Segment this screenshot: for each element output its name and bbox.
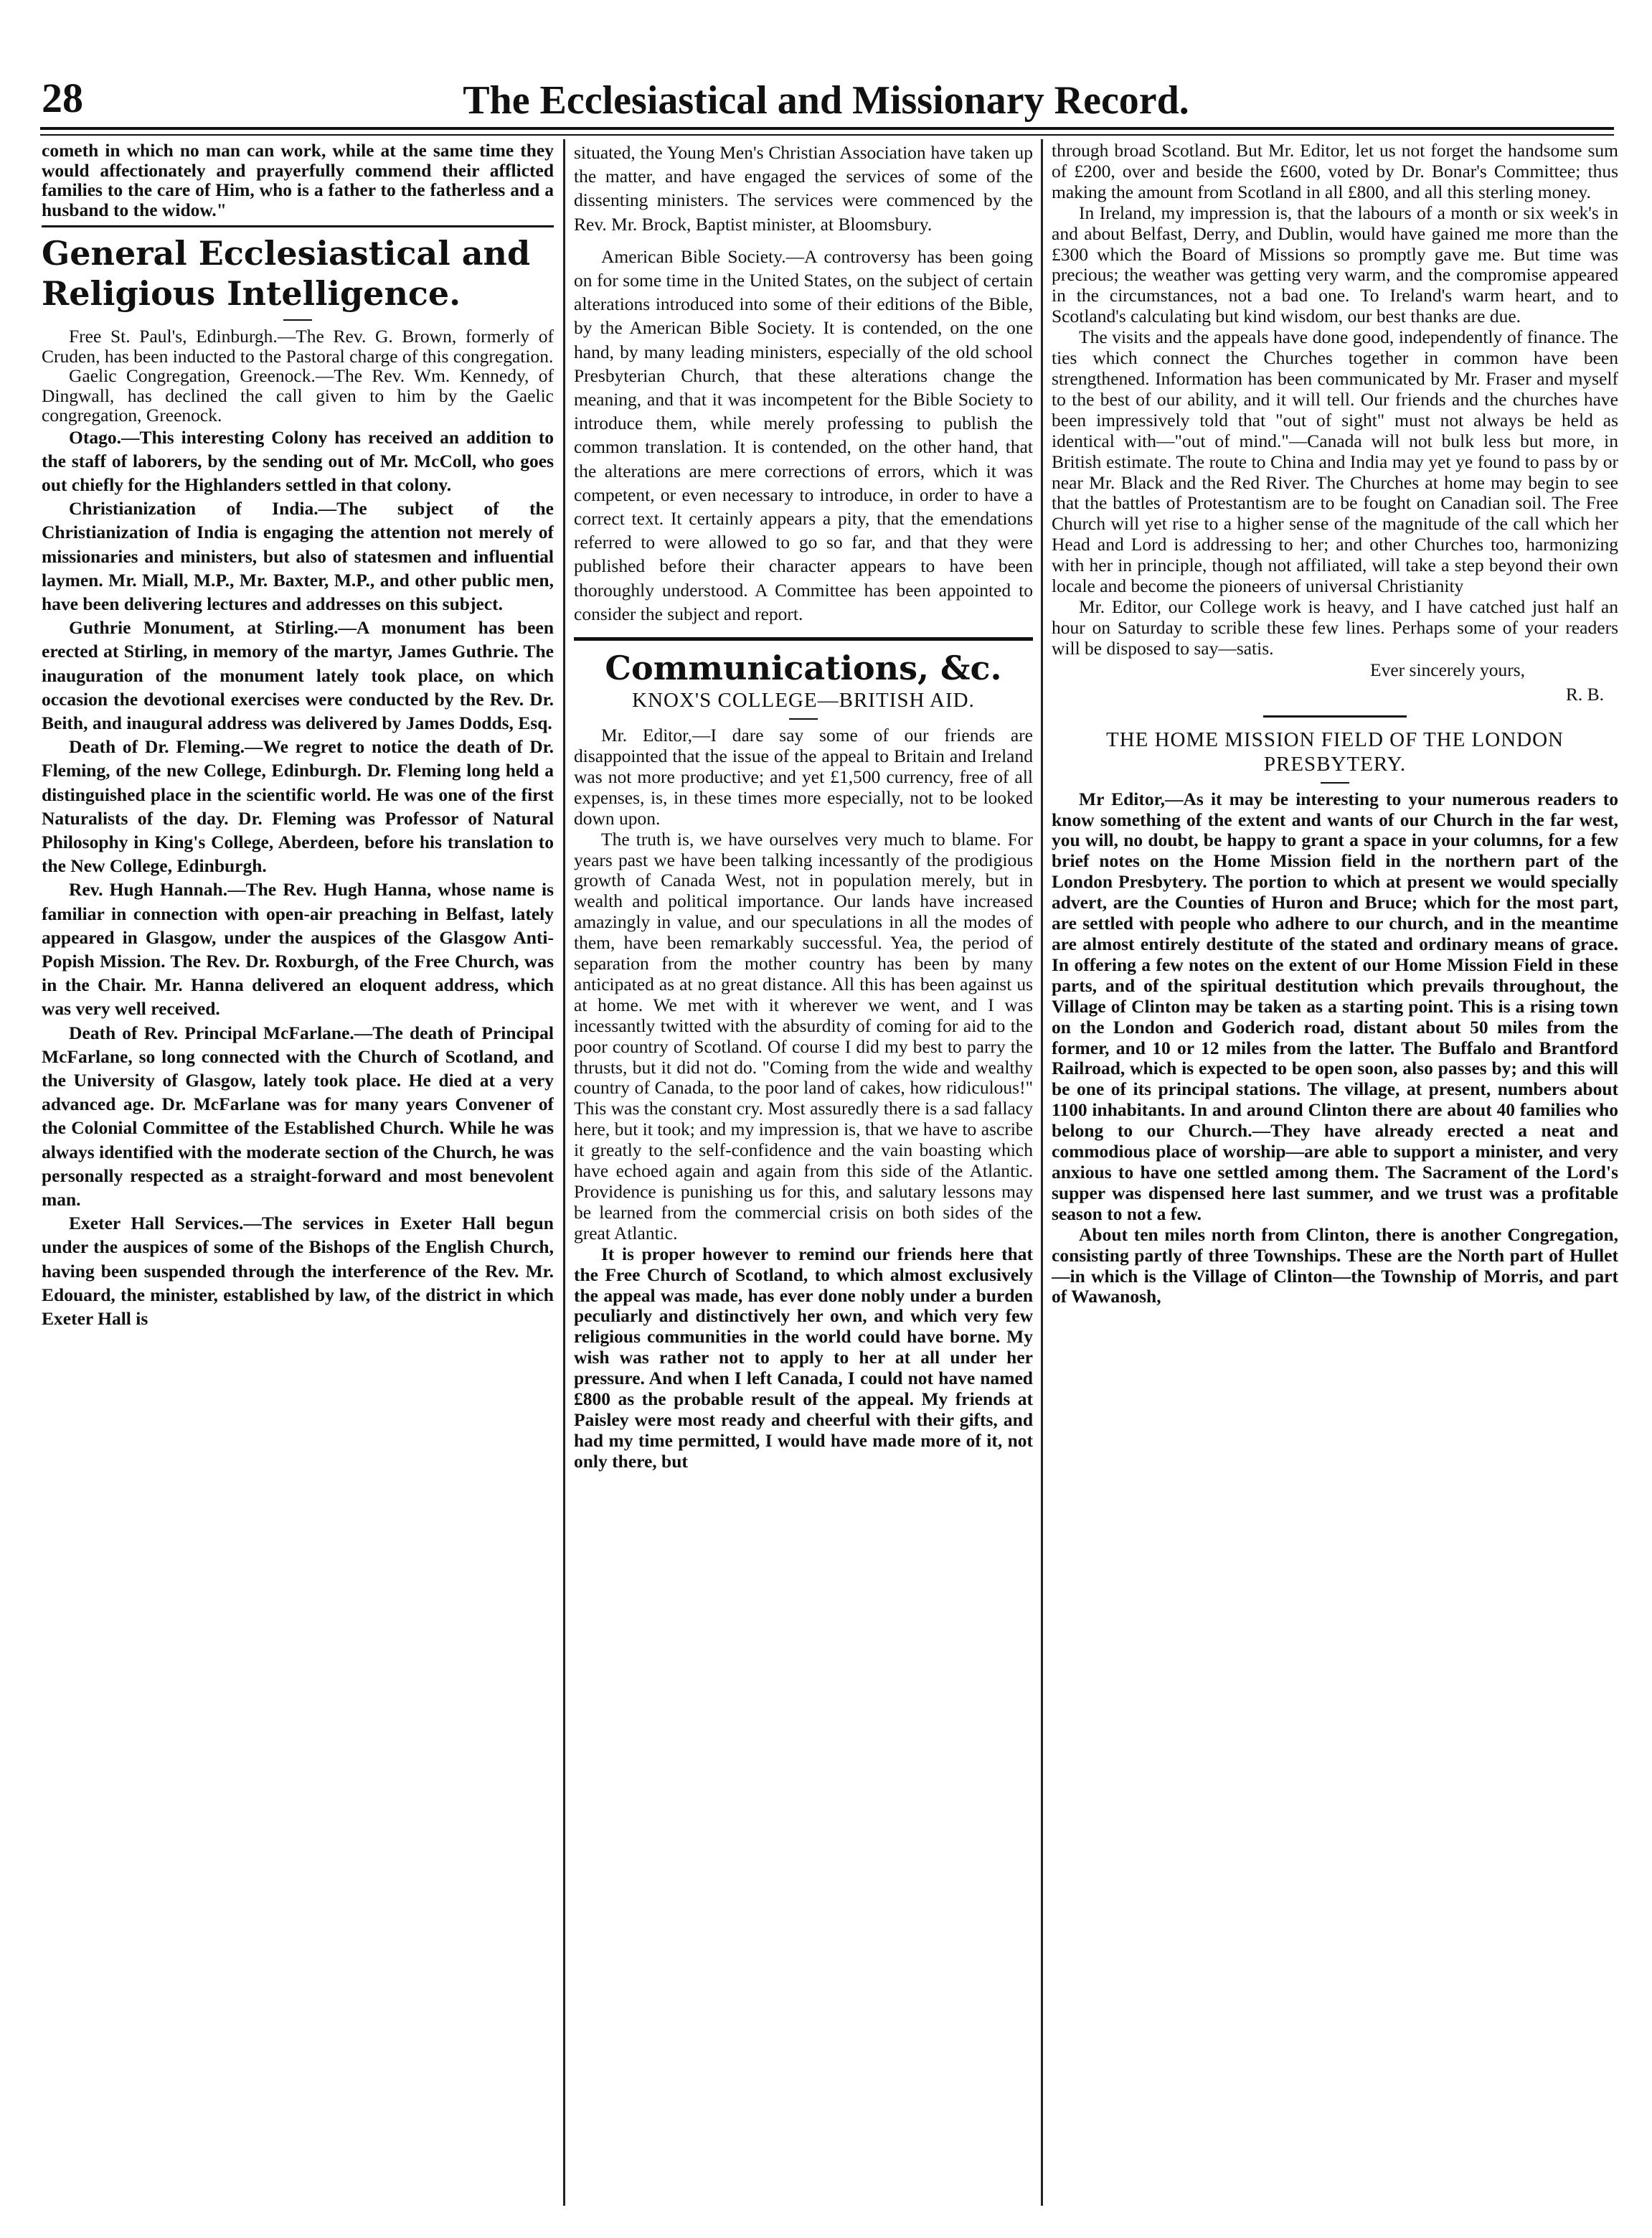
letter-paragraph: In Ireland, my impression is, that the labours of a month or six week's in and about Belfast, Derry, and Dublin, would have gained me more than the £300 which the Board of Missions so promptly gave me. But time was precious; the weather was getting very warm, and the compromise appeared in the circumstances, not a bad one. To Ireland's warm heart, and to Scotland's calculating but kind wisdom, our best thanks are due.	[1052, 202, 1618, 327]
article-title: THE HOME MISSION FIELD OF THE LONDON PRESBYTERY.	[1105, 728, 1564, 776]
news-item: Otago.—This interesting Colony has received an addition to the staff of laborers, by the sending out of Mr. McColl, who goes out chiefly for the Highlanders settled in that colony.	[42, 426, 554, 495]
letter-paragraph: Mr. Editor, our College work is heavy, and I have catched just half an hour on Saturday to scrible these few lines. Perhaps some of your readers will be disposed to say—satis.	[1052, 596, 1618, 659]
header-rule-thin	[40, 134, 1614, 136]
page-number: 28	[42, 75, 83, 121]
section-heading: Communications, &c.	[605, 649, 1002, 688]
letter-closing: Ever sincerely yours,	[1370, 659, 1525, 680]
news-item: Guthrie Monument, at Stirling.—A monument has been erected at Stirling, in memory of the martyr, James Guthrie. The inauguration of the monument lately took place, on which occasion the devotional exercises were conducted by the Rev. Dr. Beith, and inaugural address was delivered by James Dodds, Esq.	[42, 617, 554, 733]
section-heading: General Ecclesiastical and Religious Intelligence.	[42, 234, 531, 313]
news-item: Death of Dr. Fleming.—We regret to notice the death of Dr. Fleming, of the new College, Edinburgh. Dr. Fleming long held a distinguished place in the scientific world. He was one of the first Naturalists of the day. Dr. Fleming was Professor of Natural Philosophy in King's College, Aberdeen, before his translation to the New College, Edinburgh.	[42, 736, 554, 877]
news-item: Rev. Hugh Hannah.—The Rev. Hugh Hanna, whose name is familiar in connection with open-air preaching in Belfast, lately appeared in Glasgow, under the auspices of the Glasgow Anti-Popish Mission. The Rev. Dr. Roxburgh, of the Free Church, was in the Chair. Mr. Hanna delivered an eloquent address, which was very well received.	[42, 879, 554, 1020]
letter-paragraph: About ten miles north from Clinton, there is another Congregation, consisting partly of three Townships. These are the North part of Hullet—in which is the Village of Clinton—the Township of Morris, and part of Wawanosh,	[1052, 1223, 1618, 1307]
news-item: Exeter Hall Services.—The services in Exeter Hall begun under the auspices of some of the Bishops of the English Church, having been suspended through the interference of the Rev. Mr. Edouard, the minister, established by law, of the district in which Exeter Hall is	[42, 1213, 554, 1330]
letter-paragraph: The visits and the appeals have done good, independently of finance. The ties which connect the Churches together in common have been strengthened. Information has been communicated by Mr. Fraser and myself to the best of our ability, and it will tell. Our friends and the churches have been impressively told that "out of sight" must not always be held as identical with—"out of mind."—Canada will not bulk less but more, in British estimate. The route to China and India may yet ye found to pass by or near Mr. Black and the Red River. The Churches at home may begin to see that the battles of Protestantism are to be fought on Canadian soil. The Free Church will yet rise to a higher sense of the magnitude of the call which her Head and Lord is addressing to her; and other Churches too, harmonizing with her in principle, though not affiliated, will take a step beyond their own locale and become the pioneers of universal Christianity	[1052, 326, 1618, 597]
article-title: KNOX'S COLLEGE—BRITISH AID.	[632, 689, 975, 713]
letter-paragraph: Mr. Editor,—I dare say some of our friends are disappointed that the issue of the appeal to Britain and Ireland was not more productive; and yet £1,500 currency, free of all expenses, is, in these times more especially, not to be looked down upon.	[574, 725, 1033, 829]
continued-paragraph: through broad Scotland. But Mr. Editor, let us not forget the handsome sum of £200, over and beside the £600, voted by Dr. Bonar's Committee; thus making the amount from Scotland in all £800, and all this sterling money.	[1052, 141, 1618, 202]
column-1	[42, 141, 554, 2214]
header-rule	[40, 127, 1614, 130]
letter-paragraph: The truth is, we have ourselves very much to blame. For years past we have been talking incessantly of the prodigious growth of Canada West, not in population merely, but in wealth and political importance. Our lands have increased amazingly in value, and our speculations in all the modes of them, have been remarkably successful. Yea, the period of separation from the mother country has been by many anticipated as at no great distance. All this has been against us at home. We met with it wherever we went, and I was incessantly twitted with the absurdity of coming for aid to the poor country of Scotland. Of course I did my best to parry the thrusts, but it did not do. "Coming from the wide and wealthy country of Canada, to the poor land of cakes, how ridiculous!" This was the constant cry. Most assuredly there is a sad fallacy here, but it took; and my impression is, that we have to ascribe it greatly to the self-confidence and the vain boasting which have echoed again and again from this side of the Atlantic. Providence is punishing us for this, and salutary lessons may be learned from the commercial crisis on both sides of the great Atlantic.	[574, 828, 1033, 1243]
column-divider-2	[1041, 139, 1043, 2206]
section-rule	[42, 225, 554, 227]
continued-paragraph: situated, the Young Men's Christian Association have taken up the matter, and have engaged the services of some of the dissenting ministers. The services were commenced by the Rev. Mr. Brock, Baptist minister, at Bloomsbury.	[574, 142, 1033, 235]
column-2	[574, 141, 1033, 2214]
title-rule	[789, 718, 818, 720]
news-item: Christianization of India.—The subject of the Christianization of India is engaging the attention not merely of missionaries and ministers, but also of statesmen and influential laymen. Mr. Miall, M.P., Mr. Baxter, M.P., and other public men, have been delivering lectures and addresses on this subject.	[42, 498, 554, 614]
letter-paragraph: Mr Editor,—As it may be interesting to your numerous readers to know something of the extent and wants of our Church in the far west, you will, no doubt, be happy to grant a space in your columns, for a few brief notes on the Home Mission field in the northern part of the London Presbytery. The portion to which at present we would specially advert, are the Counties of Huron and Bruce; which for the most part, are settled with people who adhere to our church, and in the meantime are almost entirely destitute of the stated and ordinary means of grace. In offering a few notes on the extent of our Home Mission Field in these parts, and of the spiritual destitution which prevails throughout, the Village of Clinton may be taken as a starting point. This is a rising town on the London and Goderich road, distant about 50 miles from the former, and 10 or 12 miles from the latter. The Buffalo and Brantford Railroad, which is expected to be open soon, also passes by; and this will be one of its principal stations. The village, at present, numbers about 1100 inhabitants. In and around Clinton there are about 40 families who belong to our Church.—They have already erected a neat and commodious place of worship—are able to support a minister, and very anxious to have one settled among them. The Sacrament of the Lord's supper was dispensed here last summer, and we trust was a profitable season to not a few.	[1052, 788, 1618, 1224]
news-item: Death of Rev. Principal McFarlane.—The death of Principal McFarlane, so long connected with the Church of Scotland, and the University of Glasgow, lately took place. He died at a very advanced age. Dr. McFarlane was for many years Convener of the Colonial Committee of the Established Church. While he was always identified with the moderate section of the Church, he was personally respected as a straight-forward and most benevolent man.	[42, 1022, 554, 1210]
column-divider-1	[563, 139, 565, 2206]
news-item: American Bible Society.—A controversy has been going on for some time in the United States, on the subject of certain alterations introduced into some of their editions of the Bible, by the American Bible Society. It is contended, on the one hand, by many leading ministers, especially of the old school Presbyterian Church, that these alterations change the meaning, and that it was incompetent for the Bible Society to introduce them, while merely professing to publish the common translation. It is contended, on the other hand, that the alterations are mere corrections of errors, which it was competent, or even necessary to introduce, in order to have a correct text. It certainly appears a pity, that the emendations referred to were allowed to go so far, and that they were published before their character appears to have been thoroughly understood. A Committee has been appointed to consider the subject and report.	[574, 245, 1033, 624]
continued-paragraph: cometh in which no man can work, while at the same time they would affectionately and prayerfully commend their afflicted families to the care of Him, who is a father to the fatherless and a husband to the widow."	[42, 141, 554, 220]
news-item: Gaelic Congregation, Greenock.—The Rev. Wm. Kennedy, of Dingwall, has declined the call given to him by the Gaelic congregation, Greenock.	[42, 365, 554, 425]
heading-rule	[283, 319, 312, 321]
news-item: Free St. Paul's, Edinburgh.—The Rev. G. Brown, formerly of Cruden, has been inducted to the Pastoral charge of this congregation.	[42, 326, 554, 367]
title-rule	[1321, 782, 1349, 784]
running-title: The Ecclesiastical and Missionary Record.	[463, 78, 1189, 123]
article-rule	[1263, 715, 1407, 718]
letter-paragraph: It is proper however to remind our friends here that the Free Church of Scotland, to which almost exclusively the appeal was made, has ever done nobly under a burden peculiarly and distinctively her own, and which very few religious communities in the world could have borne. My wish was rather not to apply to her at all under her pressure. And when I left Canada, I could not have named £800 as the probable result of the appeal. My friends at Paisley were most ready and cheerful with their gifts, and had my time permitted, I would have made more of it, not only there, but	[574, 1243, 1033, 1472]
section-rule	[574, 637, 1033, 641]
letter-signature: R. B.	[1565, 683, 1604, 705]
column-3	[1052, 141, 1618, 2214]
